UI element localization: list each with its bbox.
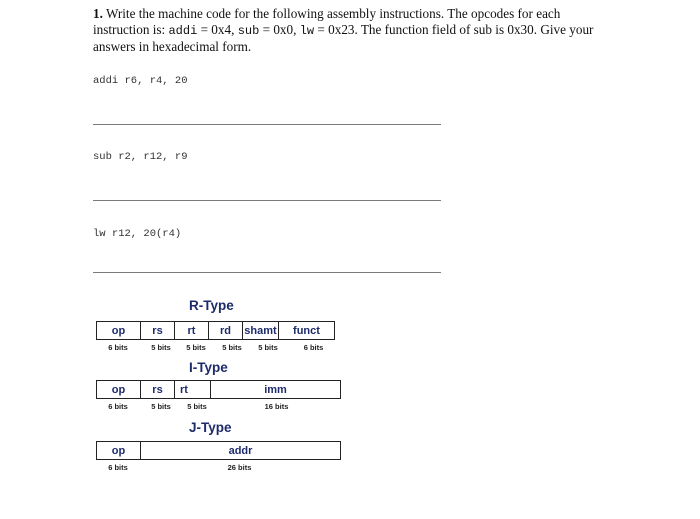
r-type-field-shamt: shamt bbox=[243, 322, 279, 339]
r-type-field-rt: rt bbox=[175, 322, 209, 339]
r-type-field-funct: funct bbox=[293, 324, 320, 337]
instruction-lw: lw r12, 20(r4) bbox=[93, 228, 182, 240]
instruction-sub: sub r2, r12, r9 bbox=[93, 151, 188, 163]
answer-line-3 bbox=[93, 272, 441, 273]
i-type-field-op: op bbox=[97, 381, 141, 398]
i-type-bits-imm: 16 bits bbox=[264, 402, 289, 411]
opcode-lw: lw bbox=[299, 24, 315, 38]
answer-line-1 bbox=[93, 124, 441, 125]
question-text bbox=[93, 6, 613, 55]
i-type-field-rs: rs bbox=[141, 381, 175, 398]
i-type-field-imm: imm bbox=[264, 383, 287, 396]
r-type-bits-rt: 5 bits bbox=[186, 343, 206, 352]
question-text-part-3: = 0x0, bbox=[259, 22, 300, 37]
r-type-field-rd: rd bbox=[209, 322, 243, 339]
instruction-addi: addi r6, r4, 20 bbox=[93, 75, 188, 87]
r-type-bits-op: 6 bits bbox=[108, 343, 128, 352]
j-type-field-op: op bbox=[97, 442, 141, 459]
question-text-part-4: = 0x23. The function field of sub is 0x30. Give your answers in hexadecimal form. bbox=[93, 22, 594, 54]
i-type-bits-rs: 5 bits bbox=[151, 402, 171, 411]
i-type-format bbox=[96, 380, 341, 399]
r-type-field-op: op bbox=[97, 322, 141, 339]
j-type-format bbox=[96, 441, 341, 460]
question-text-part-1: Write the machine code for the following assembly instructions. The opcodes for each instruction is: bbox=[93, 6, 561, 37]
r-type-bits-rd: 5 bits bbox=[222, 343, 242, 352]
r-type-format bbox=[96, 321, 335, 340]
question-number: 1. bbox=[93, 6, 103, 21]
i-type-field-rt: rt bbox=[175, 381, 211, 398]
i-type-bits-rt: 5 bits bbox=[187, 402, 207, 411]
r-type-bits-shamt: 5 bits bbox=[258, 343, 278, 352]
j-type-title: J-Type bbox=[189, 420, 232, 435]
opcode-addi: addi bbox=[168, 24, 198, 38]
r-type-field-rs: rs bbox=[141, 322, 175, 339]
question-text-part-2: = 0x4, bbox=[197, 22, 238, 37]
r-type-bits-funct: 6 bits bbox=[303, 343, 324, 352]
j-type-field-addr: addr bbox=[228, 444, 253, 457]
j-type-bits-op: 6 bits bbox=[108, 463, 128, 472]
r-type-bits-rs: 5 bits bbox=[151, 343, 171, 352]
i-type-title: I-Type bbox=[189, 360, 228, 375]
r-type-title: R-Type bbox=[189, 298, 234, 313]
opcode-sub: sub bbox=[237, 24, 260, 38]
i-type-bits-op: 6 bits bbox=[108, 402, 128, 411]
j-type-bits-addr: 26 bits bbox=[227, 463, 252, 472]
answer-line-2 bbox=[93, 200, 441, 201]
